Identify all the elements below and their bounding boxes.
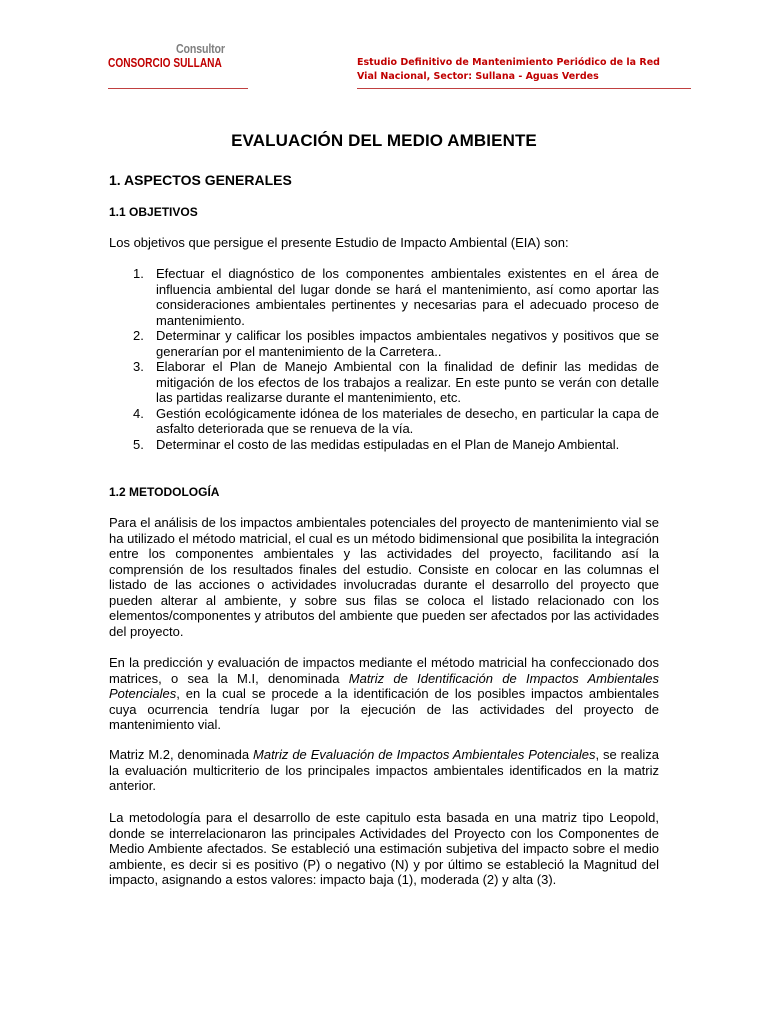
matrix-name-identificacion: Matriz de Identificación de Impactos Ambientales Potenciales [109,670,660,701]
list-item-text: Elaborar el Plan de Manejo Ambiental con la finalidad de definir las medidas de mitigación de los efectos de los trabajos a realizar. En este punto se verán con detalle las partidas realizarse durante el mantenimiento, etc. [156,359,659,405]
objectives-list [109,266,659,452]
paragraph-text: , en la cual se procede a la identificación de los posibles impactos ambientales cuya ocurrencia tendría lugar por la ejecución de las actividades del proyecto de mantenimiento vial. [109,686,659,732]
list-item [109,328,659,359]
matrix-name-evaluacion: Matriz de Evaluación de Impactos Ambientales Potenciales [253,747,596,762]
header-divider-right [357,88,691,89]
list-item-number: 5. [133,436,144,452]
methodology-paragraph-2 [109,655,659,733]
methodology-paragraph-4: La metodología para el desarrollo de este capitulo esta basada en una matriz tipo Leopold, donde se interrelacionaron las principales Actividades del Proyecto con los Componentes de Medio Ambiente afectados. Se estableció una estimación subjetiva del impacto sobre el medio ambiente, es decir si es positivo (P) o negativo (N) y por último se estableció la Magnitud del impacto, asignando a estos valores: impacto baja (1), moderada (2) y alta (3). [109,810,659,887]
list-item-number: 1. [133,266,144,281]
header-company-name: CONSORCIO SULLANA [108,55,222,70]
header-divider-left [108,88,248,89]
section-heading-aspectos-generales: 1. ASPECTOS GENERALES [109,172,292,188]
list-item-number: 3. [133,359,144,374]
list-item [109,406,659,437]
list-item-text: Determinar el costo de las medidas estipuladas en el Plan de Manejo Ambiental. [156,436,620,452]
list-item [109,437,659,453]
header-study-line-2: Vial Nacional, Sector: Sullana - Aguas Verdes [357,71,599,82]
header-consultor-label: Consultor [176,41,225,56]
methodology-paragraph-3 [109,747,659,794]
list-item [109,266,659,328]
list-item-text: Determinar y calificar los posibles impactos ambientales negativos y positivos que se generarían por el mantenimiento de la Carretera.. [156,328,659,359]
paragraph-text: , se realiza la evaluación multicriterio de los principales impactos ambientales identificados en la matriz anterior. [109,747,659,793]
list-item-text: Efectuar el diagnóstico de los componentes ambientales existentes en el área de influencia ambiental del lugar donde se hará el mantenimiento, así como aportar las consideraciones ambientales pertinentes y necesarias para el adecuado proceso de mantenimiento. [156,266,659,328]
header-study-line-1: Estudio Definitivo de Mantenimiento Periódico de la Red [357,57,660,68]
paragraph-text: Matriz M.2, denominada [109,747,254,762]
list-item-text: Gestión ecológicamente idónea de los materiales de desecho, en particular la capa de asfalto deteriorada que se renueva de la vía. [156,405,659,436]
list-item-number: 2. [133,328,144,343]
subsection-heading-objetivos: 1.1 OBJETIVOS [109,205,198,219]
document-title: EVALUACIÓN DEL MEDIO AMBIENTE [231,131,537,150]
header-study-title [357,56,680,84]
methodology-paragraph-1: Para el análisis de los impactos ambientales potenciales del proyecto de mantenimiento vial se ha utilizado el método matricial, el cual es un método bidimensional que posibilita la integración entre los componentes ambientales y las actividades del proyecto, facilitando así la comprensión de los resultados finales del estudio. Consiste en colocar en las columnas el listado de las acciones o actividades involucradas durante el desarrollo del proyecto que pueden alterar al ambiente, y sobre sus filas se coloca el listado relacionado con los elementos/componentes y atributos del ambiente que pueden ser afectados por las actividades del proyecto. [109,515,659,639]
paragraph-text: En la predicción y evaluación de impactos mediante el método matricial ha confeccionado dos matrices, o sea la M.I, denominada [109,655,659,686]
list-item-number: 4. [133,405,144,421]
list-item [109,359,659,406]
subsection-heading-metodologia: 1.2 METODOLOGÍA [109,485,220,499]
objectives-intro: Los objetivos que persigue el presente Estudio de Impacto Ambiental (EIA) son: [109,235,569,250]
